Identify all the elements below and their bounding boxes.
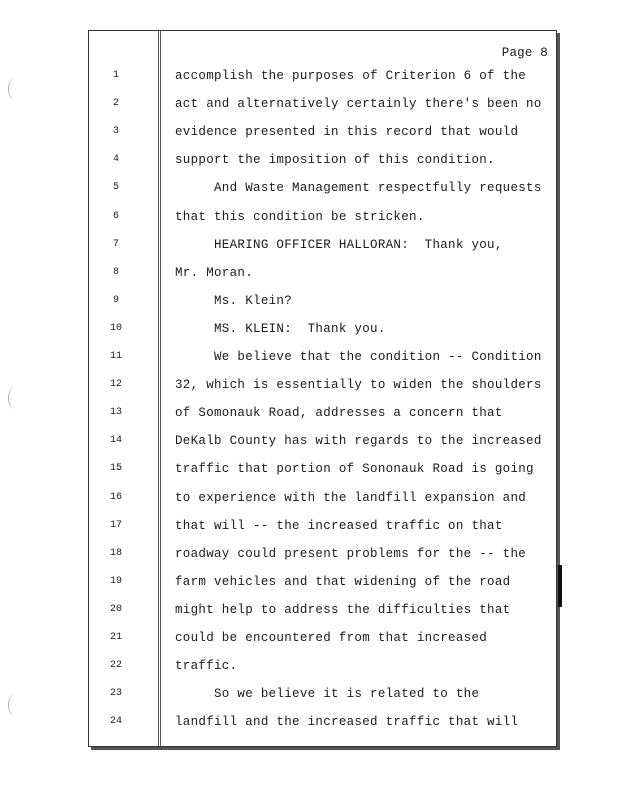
transcript-line: could be encountered from that increased bbox=[175, 631, 488, 645]
transcript-line: MS. KLEIN: Thank you. bbox=[175, 321, 386, 336]
line-number: 5 bbox=[112, 182, 119, 194]
transcript-line: that this condition be stricken. bbox=[175, 209, 425, 224]
transcript-line: traffic. bbox=[175, 659, 238, 674]
line-number: 18 bbox=[109, 547, 122, 559]
transcript-line: landfill and the increased traffic that will bbox=[175, 715, 519, 730]
line-number: 2 bbox=[112, 98, 119, 110]
transcript-line: evidence presented in this record that would bbox=[175, 125, 519, 140]
margin-rule bbox=[158, 31, 159, 746]
line-number: 24 bbox=[109, 716, 122, 728]
line-number: 20 bbox=[109, 603, 122, 615]
transcript-line: And Waste Management respectfully requests bbox=[175, 181, 542, 196]
line-number: 12 bbox=[109, 379, 122, 391]
transcript-line: So we believe it is related to the bbox=[175, 687, 480, 702]
transcript-line: HEARING OFFICER HALLORAN: Thank you, bbox=[175, 237, 503, 252]
page-number: Page 8 bbox=[501, 46, 548, 60]
line-number: 8 bbox=[112, 266, 119, 278]
line-number: 23 bbox=[109, 688, 122, 700]
scan-edge-mark bbox=[558, 565, 562, 607]
transcript-line: traffic that portion of Sononauk Road is going bbox=[175, 462, 534, 477]
binder-hole-bottom bbox=[8, 694, 21, 716]
line-number: 3 bbox=[112, 126, 119, 138]
line-number: 16 bbox=[109, 491, 122, 503]
line-number: 21 bbox=[109, 632, 122, 643]
transcript-line: roadway could present problems for the -- the bbox=[175, 546, 527, 561]
line-number: 6 bbox=[112, 210, 119, 222]
binder-hole-top bbox=[8, 78, 21, 100]
line-number: 14 bbox=[109, 435, 122, 447]
transcript-line: to experience with the landfill expansion and bbox=[175, 490, 527, 505]
transcript-line: DeKalb County has with regards to the increased bbox=[175, 434, 542, 449]
transcript-line: support the imposition of this condition. bbox=[175, 153, 495, 168]
line-number: 10 bbox=[109, 322, 122, 334]
line-number: 15 bbox=[109, 463, 122, 475]
line-number: 22 bbox=[109, 660, 122, 672]
margin-rule-inner bbox=[160, 31, 161, 746]
line-number: 9 bbox=[112, 294, 119, 306]
line-number: 4 bbox=[112, 154, 119, 166]
line-number: 7 bbox=[112, 238, 119, 250]
transcript-line: farm vehicles and that widening of the road bbox=[175, 574, 511, 589]
line-number: 11 bbox=[109, 351, 122, 362]
transcript-line: act and alternatively certainly there's been no bbox=[175, 97, 542, 112]
transcript-line: of Somonauk Road, addresses a concern that bbox=[175, 406, 503, 421]
line-number: 17 bbox=[109, 519, 122, 531]
line-number: 1 bbox=[112, 70, 119, 81]
transcript-line: We believe that the condition -- Condition bbox=[175, 350, 542, 364]
transcript-line: 32, which is essentially to widen the shoulders bbox=[175, 378, 542, 393]
binder-hole-middle bbox=[8, 387, 21, 409]
transcript-line: Ms. Klein? bbox=[175, 293, 293, 308]
transcript-line: that will -- the increased traffic on that bbox=[175, 518, 503, 533]
line-number: 13 bbox=[109, 407, 122, 419]
transcript-line: accomplish the purposes of Criterion 6 of the bbox=[175, 69, 527, 83]
line-number: 19 bbox=[109, 575, 122, 587]
transcript-page bbox=[88, 30, 557, 747]
transcript-line: Mr. Moran. bbox=[175, 265, 254, 280]
transcript-line: might help to address the difficulties that bbox=[175, 602, 511, 617]
